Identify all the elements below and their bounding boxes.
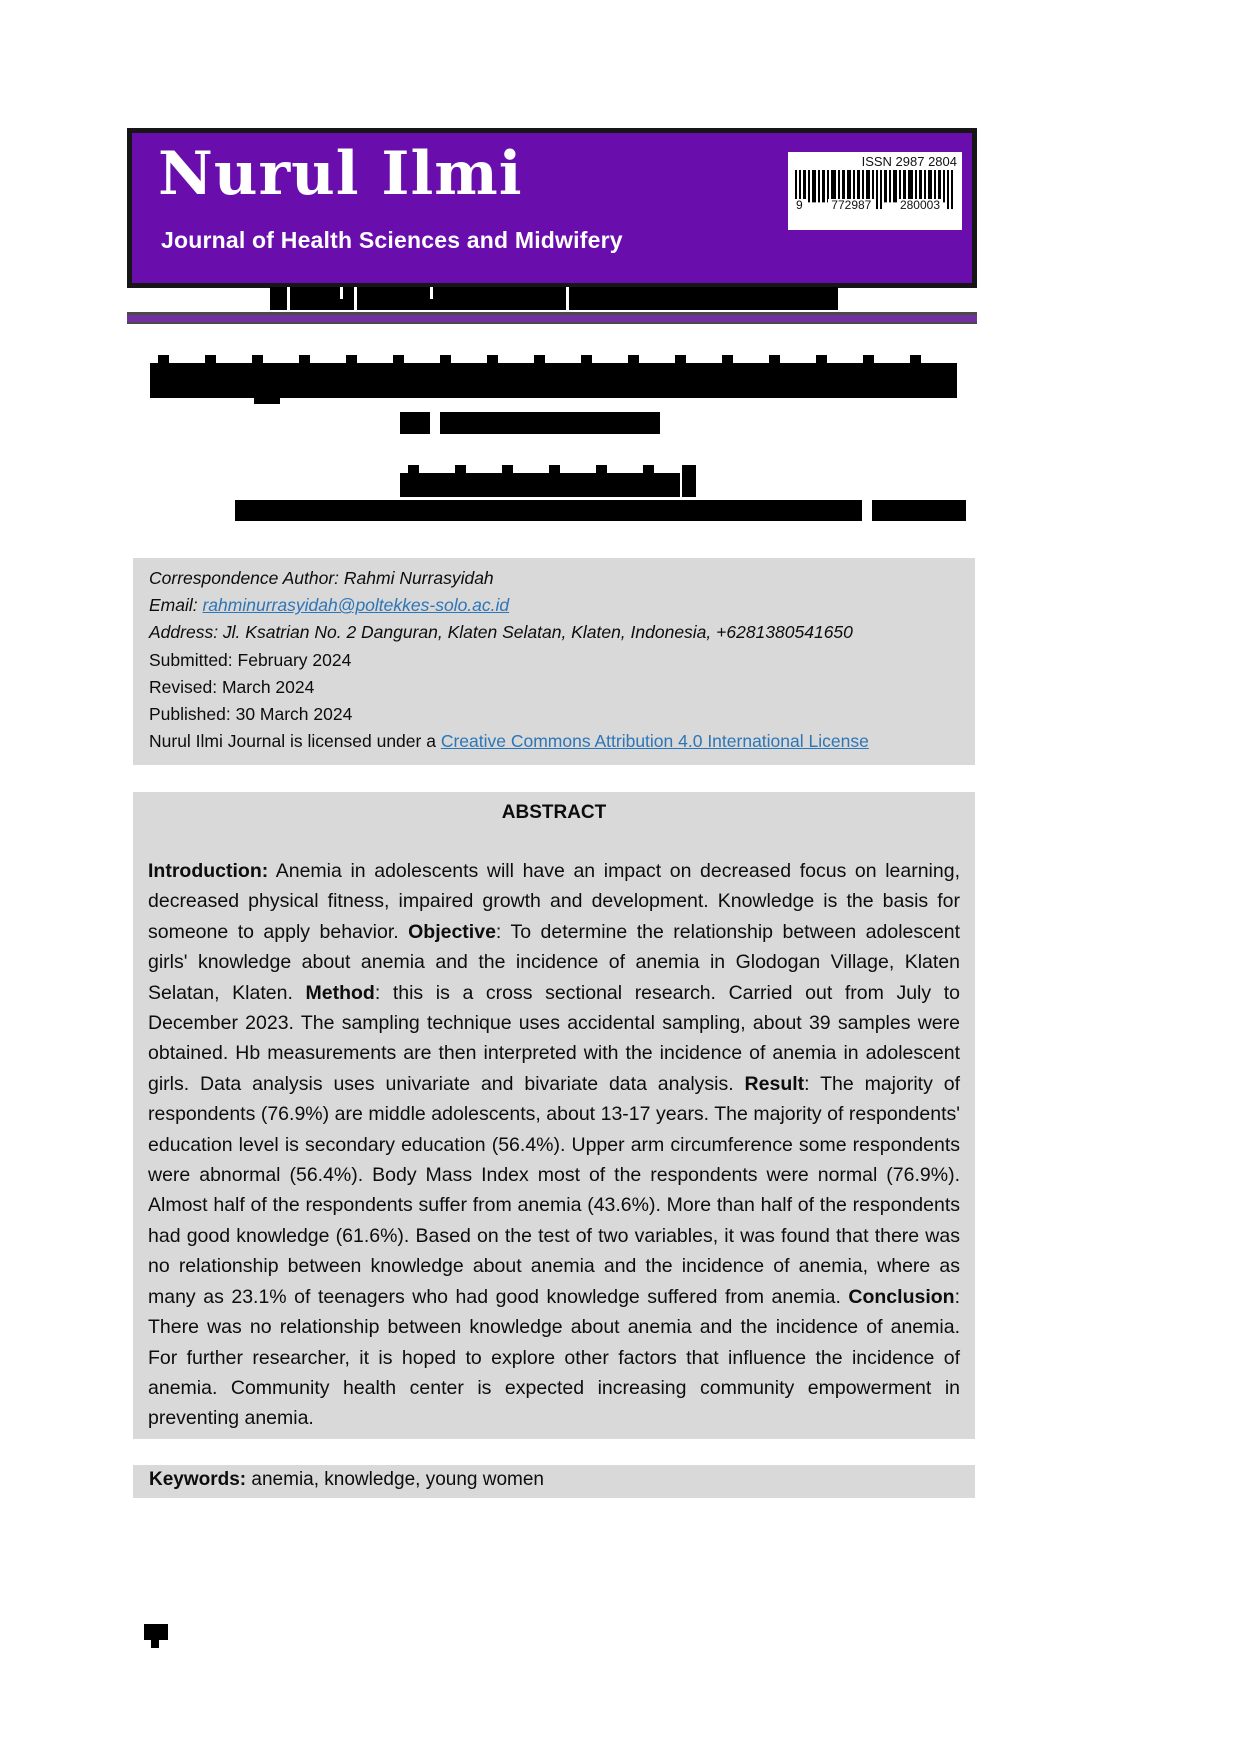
introduction-text: Anemia in adolescents will have an impact on decreased focus on learning, decreased physical fitness, impaired growth and development. Knowledge is the basis for someone to apply behavior.	[148, 860, 960, 943]
journal-title: Nurul Ilmi	[158, 139, 523, 209]
journal-subtitle: Journal of Health Sciences and Midwifery	[161, 227, 623, 253]
redaction-gap	[430, 287, 433, 299]
redaction-gap	[566, 287, 569, 310]
redaction-gap	[287, 287, 290, 310]
issn-barcode-box	[788, 152, 962, 230]
redacted-author-superscript	[682, 465, 696, 497]
submitted-line: Submitted: February 2024	[149, 649, 352, 670]
barcode-digits-mid: 772987	[828, 199, 874, 212]
header-redaction-strip	[270, 287, 838, 310]
abstract-box	[133, 792, 975, 1439]
redacted-footer-mark	[144, 1624, 168, 1640]
email-line	[149, 592, 959, 619]
license-prefix: Nurul Ilmi Journal is licensed under a	[149, 731, 441, 752]
method-label: Method	[305, 981, 375, 1004]
objective-text: : To determine the relationship between adolescent girls' knowledge about anemia and the incidence of anemia in Glodogan Village, Klaten Selatan, Klaten.	[148, 920, 960, 1004]
keywords-label: Keywords:	[149, 1469, 247, 1490]
email-label: Email:	[149, 595, 203, 616]
result-label: Result	[744, 1072, 805, 1095]
result-text: : The majority of respondents (76.9%) are middle adolescents, about 13-17 years. The majority of respondents' education level is secondary education (56.4%). Upper arm circumference some respondents were abnormal (56.4%). Body Mass Index most of the respondents were normal (76.9%). Almost half of the respondents suffer from anemia (43.6%). More than half of the respondents had good knowledge (61.6%). Based on the test of two variables, it was found that there was no relationship between knowledge about anemia and the incidence of anemia, where as many as 23.1% of teenagers who had good knowledge suffered from anemia.	[148, 1072, 960, 1308]
barcode-digits	[793, 199, 957, 212]
redaction-gap	[340, 287, 343, 299]
license-line	[149, 728, 959, 755]
barcode-digits-right: 280003	[897, 199, 943, 212]
redacted-author-names	[400, 473, 680, 497]
purple-divider	[127, 312, 977, 324]
method-text: : this is a cross sectional research. Carried out from July to December 2023. The sampling technique uses accidental sampling, about 39 samples were obtained. Hb measurements are then interpreted with the incidence of anemia in adolescent girls. Data analysis uses univariate and bivariate data analysis.	[148, 981, 960, 1095]
journal-header-banner	[127, 128, 977, 288]
barcode-digit-left: 9	[793, 199, 806, 212]
correspondence-author-line: Correspondence Author: Rahmi Nurrasyidah	[149, 568, 494, 588]
redacted-affiliation	[235, 500, 862, 521]
conclusion-label: Conclusion	[848, 1285, 955, 1308]
abstract-paragraph	[148, 856, 960, 1434]
published-line: Published: 30 March 2024	[149, 704, 353, 725]
redacted-article-title-line2	[440, 412, 660, 434]
issn-label: ISSN 2987 2804	[861, 154, 957, 169]
keywords-box	[133, 1465, 975, 1498]
revised-line: Revised: March 2024	[149, 676, 315, 697]
correspondence-box	[133, 558, 975, 765]
keywords-text: anemia, knowledge, young women	[246, 1469, 544, 1490]
objective-label: Objective	[408, 920, 496, 943]
address-line: Address: Jl. Ksatrian No. 2 Danguran, Klaten Selatan, Klaten, Indonesia, +6281380541650	[149, 622, 853, 643]
license-link[interactable]: Creative Commons Attribution 4.0 International License	[440, 731, 869, 752]
redacted-footer-mark-tab	[151, 1640, 159, 1648]
redacted-article-title-line2-word1	[400, 412, 430, 434]
redacted-article-title-line1	[150, 363, 957, 398]
redacted-affiliation-end	[872, 500, 966, 521]
conclusion-text: : There was no relationship between knowledge about anemia and the incidence of anemia. For further researcher, it is hoped to explore other factors that influence the incidence of anemia. Community health center is expected increasing community empowerment in preventing anemia.	[148, 1285, 960, 1430]
email-link[interactable]: rahminurrasyidah@poltekkes-solo.ac.id	[202, 595, 510, 616]
redaction-gap	[354, 287, 357, 310]
introduction-label: Introduction:	[148, 860, 269, 882]
abstract-heading: ABSTRACT	[501, 802, 607, 823]
